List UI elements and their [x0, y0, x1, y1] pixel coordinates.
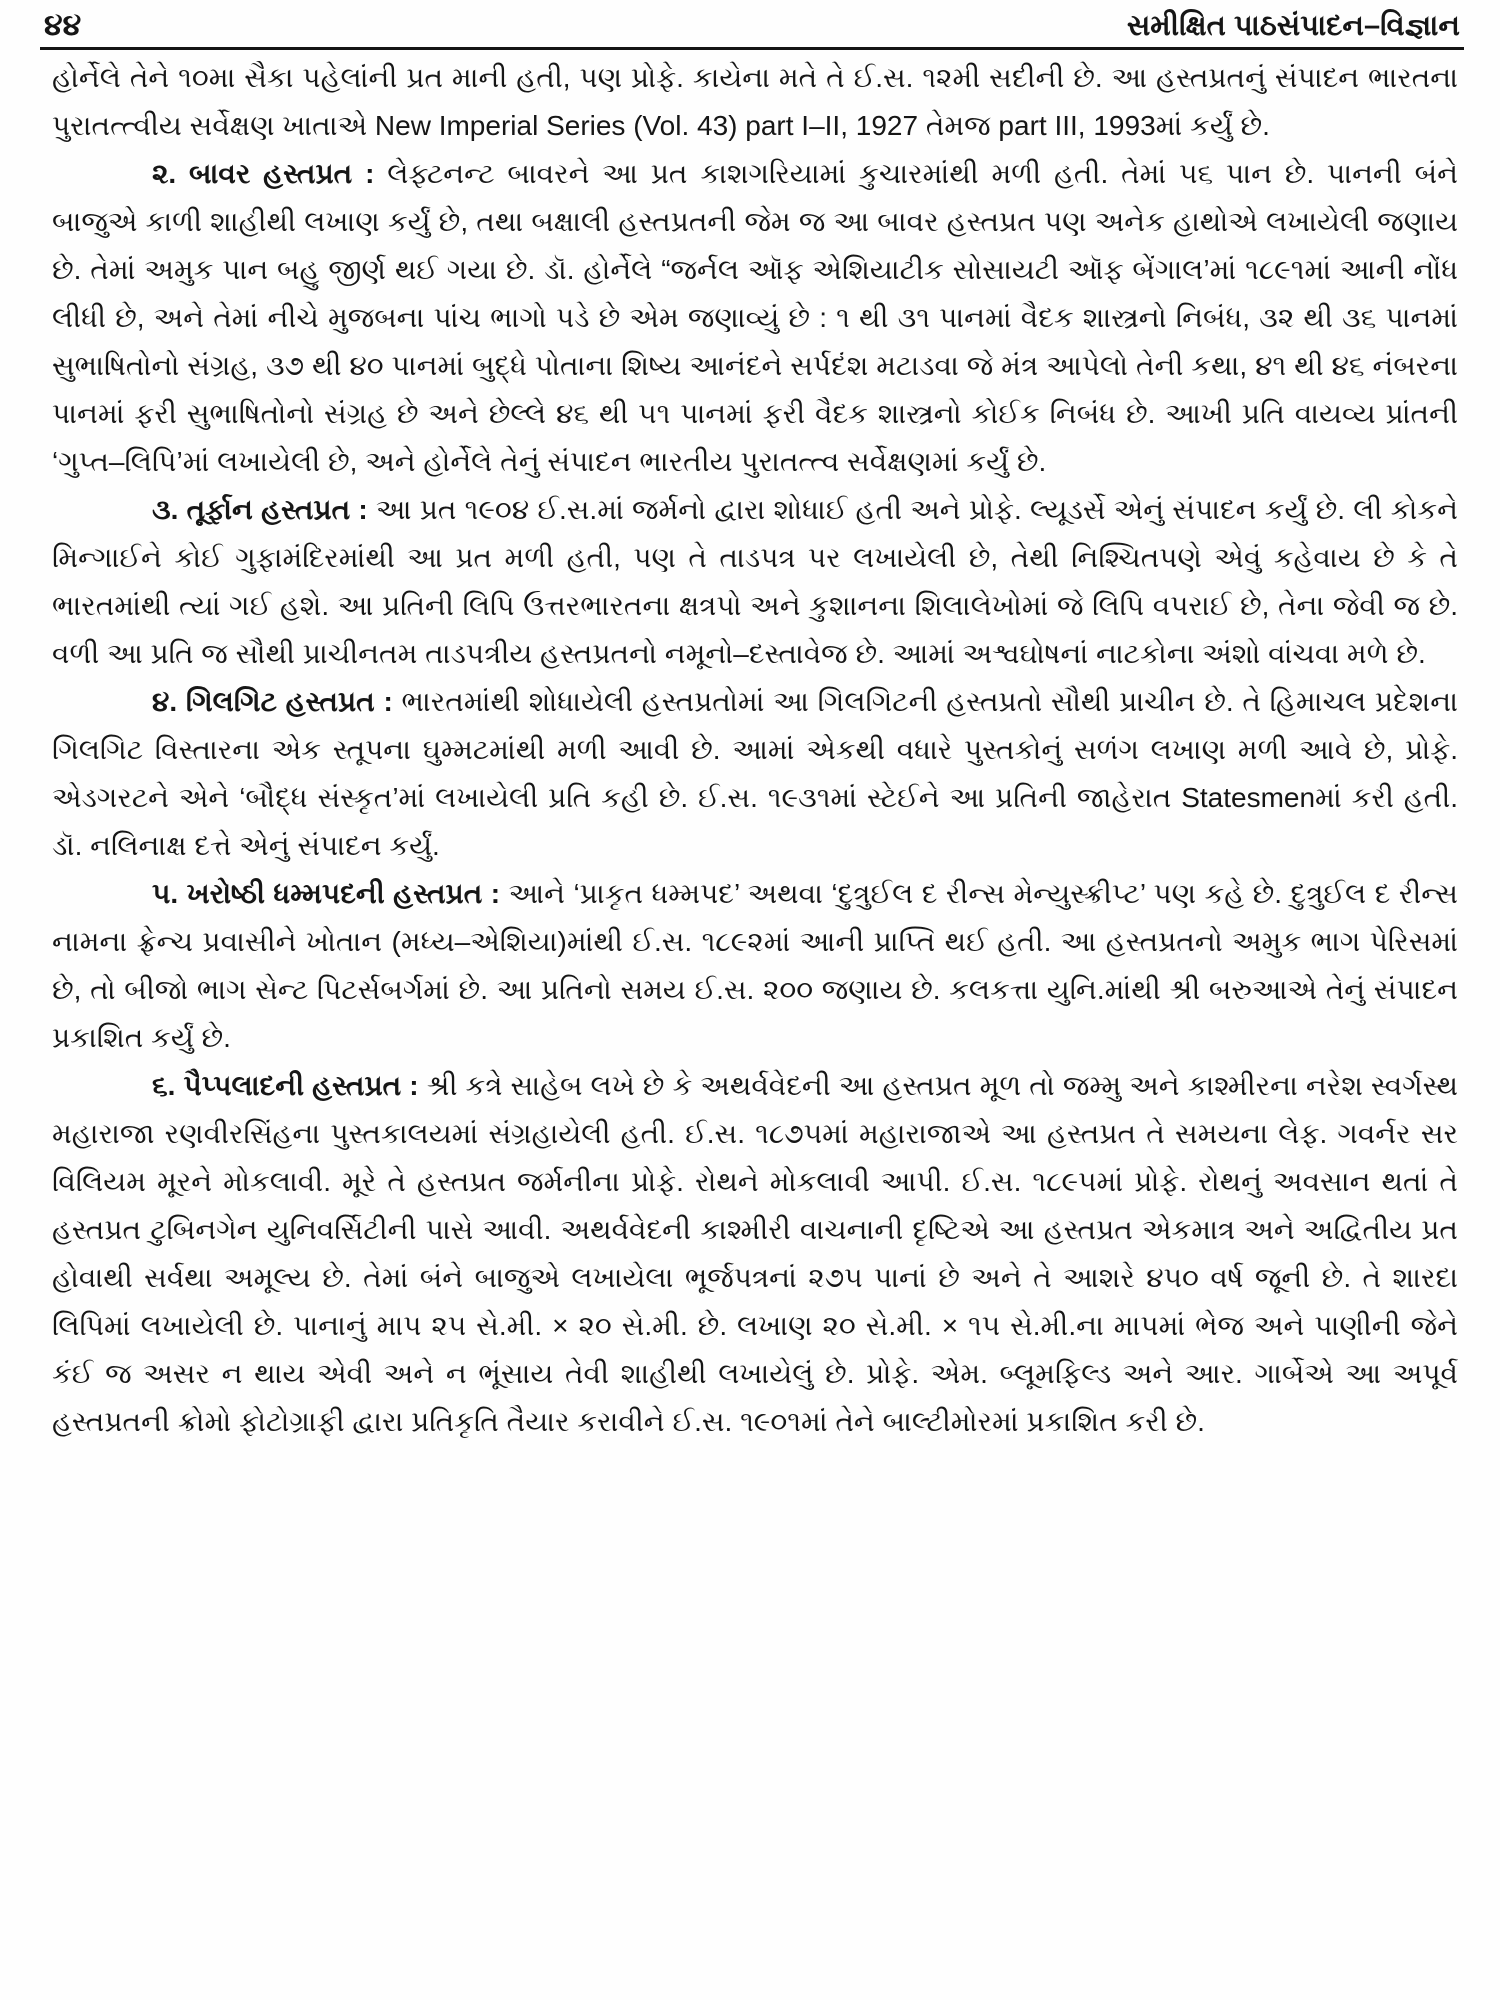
paragraph-text: હોર્નેલે તેને ૧૦મા સૈકા પહેલાંની પ્રત માની હતી, પણ પ્રોફે. કાયેના મતે તે ઈ.સ. ૧૨મી સદીની છે. આ હસ્તપ્રતનું સંપાદન ભારતના પુરાતત્ત્વીય સર્વેક્ષણ ખાતાએ New Imperial Series (Vol. 43) part I–II, 1927 તેમજ part III, 1993માં કર્યું છે. — [52, 62, 1458, 141]
paragraph-continued — [52, 54, 1458, 150]
paragraph-text: શ્રી કત્રે સાહેબ લખે છે કે અથર્વવેદની આ હસ્તપ્રત મૂળ તો જમ્મુ અને કાશ્મીરના નરેશ સ્વર્ગસ્થ મહારાજા રણવીરસિંહના પુસ્તકાલયમાં સંગ્રહાયેલી હતી. ઈ.સ. ૧૮૭૫માં મહારાજાએ આ હસ્તપ્રત તે સમયના લેફ. ગવર્નર સર વિલિયમ મૂરને મોકલાવી. મૂરે તે હસ્તપ્રત જર્મનીના પ્રોફે. રોથને મોકલાવી આપી. ઈ.સ. ૧૮૯૫માં પ્રોફે. રોથનું અવસાન થતાં તે હસ્તપ્રત ટુબિનગેન યુનિવર્સિટીની પાસે આવી. અથર્વવેદની કાશ્મીરી વાચનાની દૃષ્ટિએ આ હસ્તપ્રત એકમાત્ર અને અદ્વિતીય પ્રત હોવાથી સર્વથા અમૂલ્ય છે. તેમાં બંને બાજુએ લખાયેલા ભૂર્જપત્રનાં ૨૭૫ પાનાં છે અને તે આશરે ૪૫૦ વર્ષ જૂની છે. તે શારદા લિપિમાં લખાયેલી છે. પાનાનું માપ ૨૫ સે.મી. × ૨૦ સે.મી. છે. લખાણ ૨૦ સે.મી. × ૧૫ સે.મી.ના માપમાં ભેજ અને પાણીની જેને કંઈ જ અસર ન થાય એવી અને ન ભૂંસાય તેવી શાહીથી લખાયેલું છે. પ્રોફે. એમ. બ્લૂમફિલ્ડ અને આર. ગાર્બેએ આ અપૂર્વ હસ્તપ્રતની ક્રોમો ફોટોગ્રાફી દ્વારા પ્રતિકૃતિ તૈયાર કરાવીને ઈ.સ. ૧૯૦૧માં તેને બાલ્ટીમોરમાં પ્રકાશિત કરી છે. — [52, 1070, 1458, 1437]
page-number: ૪૪ — [44, 9, 82, 42]
paragraph-heading: ૬. પૈપ્પલાદની હસ્તપ્રત : — [152, 1070, 419, 1101]
paragraph-kharosthi-dhammapada — [52, 870, 1458, 1062]
body-text — [52, 54, 1458, 1446]
paragraph-text: ભારતમાંથી શોધાયેલી હસ્તપ્રતોમાં આ ગિલગિટની હસ્તપ્રતો સૌથી પ્રાચીન છે. તે હિમાચલ પ્રદેશના ગિલગિટ વિસ્તારના એક સ્તૂપના ઘુમ્મટમાંથી મળી આવી છે. આમાં એકથી વધારે પુસ્તકોનું સળંગ લખાણ મળી આવે છે, પ્રોફે. એડગરટને એને ‘બૌદ્ધ સંસ્કૃત’માં લખાયેલી પ્રતિ કહી છે. ઈ.સ. ૧૯૩૧માં સ્ટેઈને આ પ્રતિની જાહેરાત Statesmenમાં કરી હતી. ડૉ. નલિનાક્ષ દત્તે એનું સંપાદન કર્યું. — [52, 686, 1458, 861]
paragraph-turfan-manuscript — [52, 486, 1458, 678]
running-title: સમીક્ષિત પાઠસંપાદન–વિજ્ઞાન — [1126, 10, 1460, 42]
paragraph-bower-manuscript — [52, 150, 1458, 486]
paragraph-text: લેફ્ટનન્ટ બાવરને આ પ્રત કાશગરિયામાં કુચારમાંથી મળી હતી. તેમાં ૫૬ પાન છે. પાનની બંને બાજુએ કાળી શાહીથી લખાણ કર્યું છે, તથા બક્ષાલી હસ્તપ્રતની જેમ જ આ બાવર હસ્તપ્રત પણ અનેક હાથોએ લખાયેલી જણાય છે. તેમાં અમુક પાન બહુ જીર્ણ થઈ ગયા છે. ડૉ. હોર્નેલે “જર્નલ ઑફ એશિયાટીક સોસાયટી ઑફ બેંગાલ’માં ૧૮૯૧માં આની નોંધ લીધી છે, અને તેમાં નીચે મુજબના પાંચ ભાગો પડે છે એમ જણાવ્યું છે : ૧ થી ૩૧ પાનમાં વૈદક શાસ્ત્રનો નિબંધ, ૩૨ થી ૩૬ પાનમાં સુભાષિતોનો સંગ્રહ, ૩૭ થી ૪૦ પાનમાં બુદ્ધે પોતાના શિષ્ય આનંદને સર્પદંશ મટાડવા જે મંત્ર આપેલો તેની કથા, ૪૧ થી ૪૬ નંબરના પાનમાં ફરી સુભાષિતોનો સંગ્રહ છે અને છેલ્લે ૪૬ થી ૫૧ પાનમાં ફરી વૈદક શાસ્ત્રનો કોઈક નિબંધ છે. આખી પ્રતિ વાયવ્ય પ્રાંતની ‘ગુપ્ત–લિપિ’માં લખાયેલી છે, અને હોર્નેલે તેનું સંપાદન ભારતીય પુરાતત્ત્વ સર્વેક્ષણમાં કર્યું છે. — [52, 158, 1458, 477]
paragraph-heading: ૩. તૂર્ફાન હસ્તપ્રત : — [152, 494, 368, 525]
paragraph-text: આ પ્રત ૧૯૦૪ ઈ.સ.માં જર્મનો દ્વારા શોધાઈ હતી અને પ્રોફે. લ્યૂડર્સે એનું સંપાદન કર્યું છે. લી કોકને મિન્ગાઈને કોઈ ગુફામંદિરમાંથી આ પ્રત મળી હતી, પણ તે તાડપત્ર પર લખાયેલી છે, તેથી નિશ્ચિતપણે એવું કહેવાય છે કે તે ભારતમાંથી ત્યાં ગઈ હશે. આ પ્રતિની લિપિ ઉત્તરભારતના ક્ષત્રપો અને કુશાનના શિલાલેખોમાં જે લિપિ વપરાઈ છે, તેના જેવી જ છે. વળી આ પ્રતિ જ સૌથી પ્રાચીનતમ તાડપત્રીય હસ્તપ્રતનો નમૂનો–દસ્તાવેજ છે. આમાં અશ્વઘોષનાં નાટકોના અંશો વાંચવા મળે છે. — [52, 494, 1458, 669]
paragraph-text: આને ‘પ્રાકૃત ધમ્મપદ’ અથવા ‘દુત્રુઈલ દ રીન્સ મેન્યુસ્ક્રીપ્ટ’ પણ કહે છે. દુત્રુઈલ દ રીન્સ નામના ફ્રેન્ચ પ્રવાસીને ખોતાન (મધ્ય–એશિયા)માંથી ઈ.સ. ૧૮૯૨માં આની પ્રાપ્તિ થઈ હતી. આ હસ્તપ્રતનો અમુક ભાગ પેરિસમાં છે, તો બીજો ભાગ સેન્ટ પિટર્સબર્ગમાં છે. આ પ્રતિનો સમય ઈ.સ. ૨૦૦ જણાય છે. કલકત્તા યુનિ.માંથી શ્રી બરુઆએ તેનું સંપાદન પ્રકાશિત કર્યું છે. — [52, 878, 1458, 1053]
paragraph-heading: ૪. ગિલગિટ હસ્તપ્રત : — [152, 686, 393, 717]
paragraph-heading: ૫. ખરોષ્ઠી ધમ્મપદની હસ્તપ્રત : — [152, 878, 501, 909]
paragraph-heading: ૨. બાવર હસ્તપ્રત : — [152, 158, 375, 189]
paragraph-gilgit-manuscript — [52, 678, 1458, 870]
paragraph-paippalada-manuscript — [52, 1062, 1458, 1446]
page-header — [40, 0, 1464, 50]
